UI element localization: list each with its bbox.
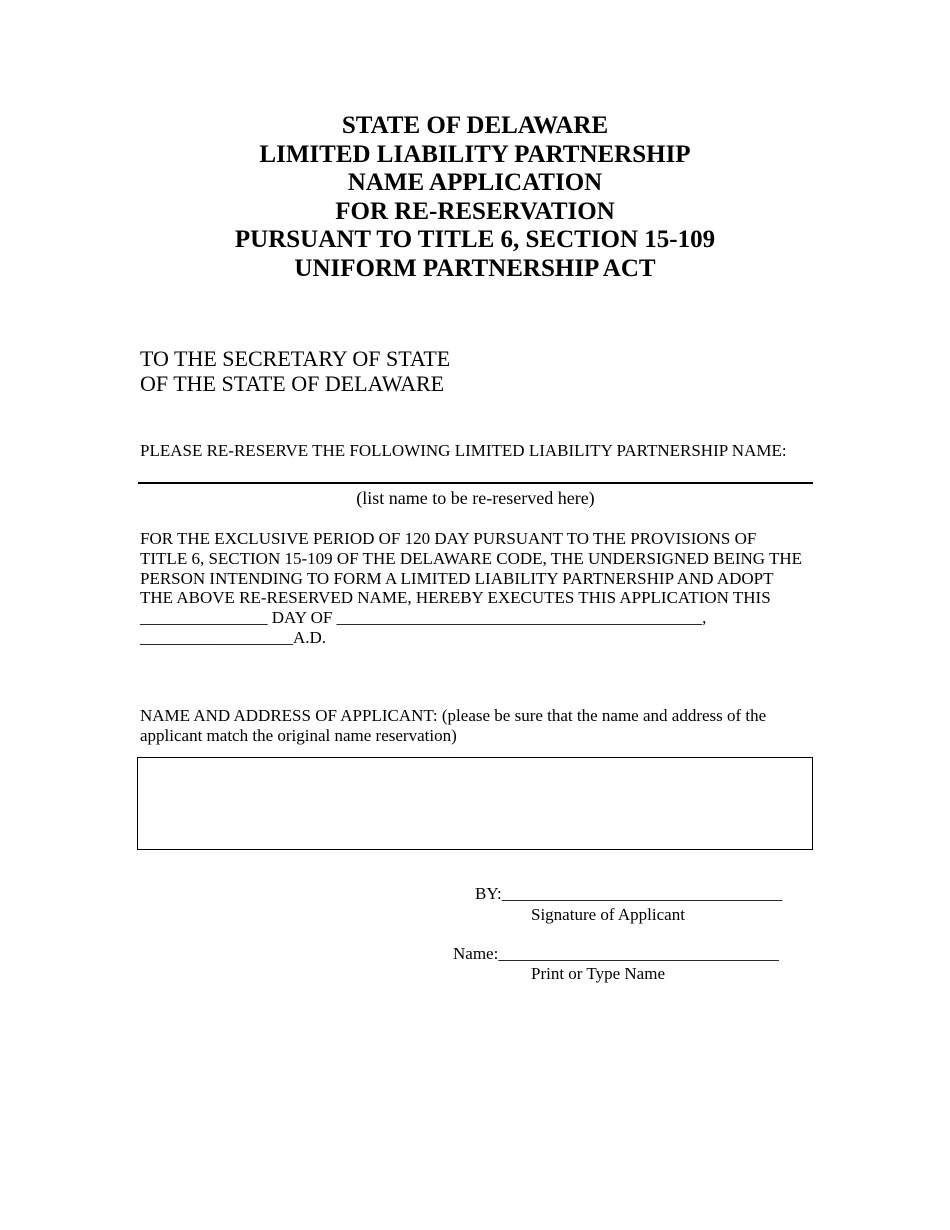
execution-paragraph [140,529,820,648]
execution-line-3: PERSON INTENDING TO FORM A LIMITED LIABILITY PARTNERSHIP AND ADOPT [140,568,774,588]
applicant-label: NAME AND ADDRESS OF APPLICANT: (please be sure that the name and address of the applicant match the original name reservation) [140,706,767,745]
title-line-statute: PURSUANT TO TITLE 6, SECTION 15-109 [234,226,716,254]
document-title [0,112,950,284]
title-line-act: UNIFORM PARTNERSHIP ACT [294,254,656,282]
signature-caption: Signature of Applicant [531,905,685,924]
title-line-state: STATE OF DELAWARE [341,112,609,139]
addressee-block [140,346,450,396]
addressee-line-2: OF THE STATE OF DELAWARE [140,371,445,396]
partnership-name-hint: (list name to be re-reserved here) [356,488,595,508]
execution-year-blank[interactable]: __________________A.D. [140,627,327,647]
partnership-name-field-line[interactable] [138,482,813,484]
print-name-caption: Print or Type Name [531,964,665,983]
addressee-line-1: TO THE SECRETARY OF STATE [140,346,451,371]
execution-date-blanks[interactable]: _______________ DAY OF ___________________________________________, [140,608,707,628]
execution-line-4: THE ABOVE RE-RESERVED NAME, HEREBY EXECUTES THIS APPLICATION THIS [140,588,771,608]
title-line-name-application: NAME APPLICATION [347,169,603,197]
print-name-line[interactable]: Name:_________________________________ [453,944,779,963]
execution-line-2: TITLE 6, SECTION 15-109 OF THE DELAWARE CODE, THE UNDERSIGNED BEING THE [140,548,803,568]
title-line-llp: LIMITED LIABILITY PARTNERSHIP [259,140,691,168]
signature-by-line[interactable]: BY:_________________________________ [475,884,783,903]
re-reserve-request-text: PLEASE RE-RESERVE THE FOLLOWING LIMITED LIABILITY PARTNERSHIP NAME: [140,441,787,460]
applicant-name-address-box[interactable] [137,757,813,850]
title-line-re-reservation: FOR RE-RESERVATION [335,197,615,225]
execution-line-1: FOR THE EXCLUSIVE PERIOD OF 120 DAY PURSUANT TO THE PROVISIONS OF [140,529,757,548]
